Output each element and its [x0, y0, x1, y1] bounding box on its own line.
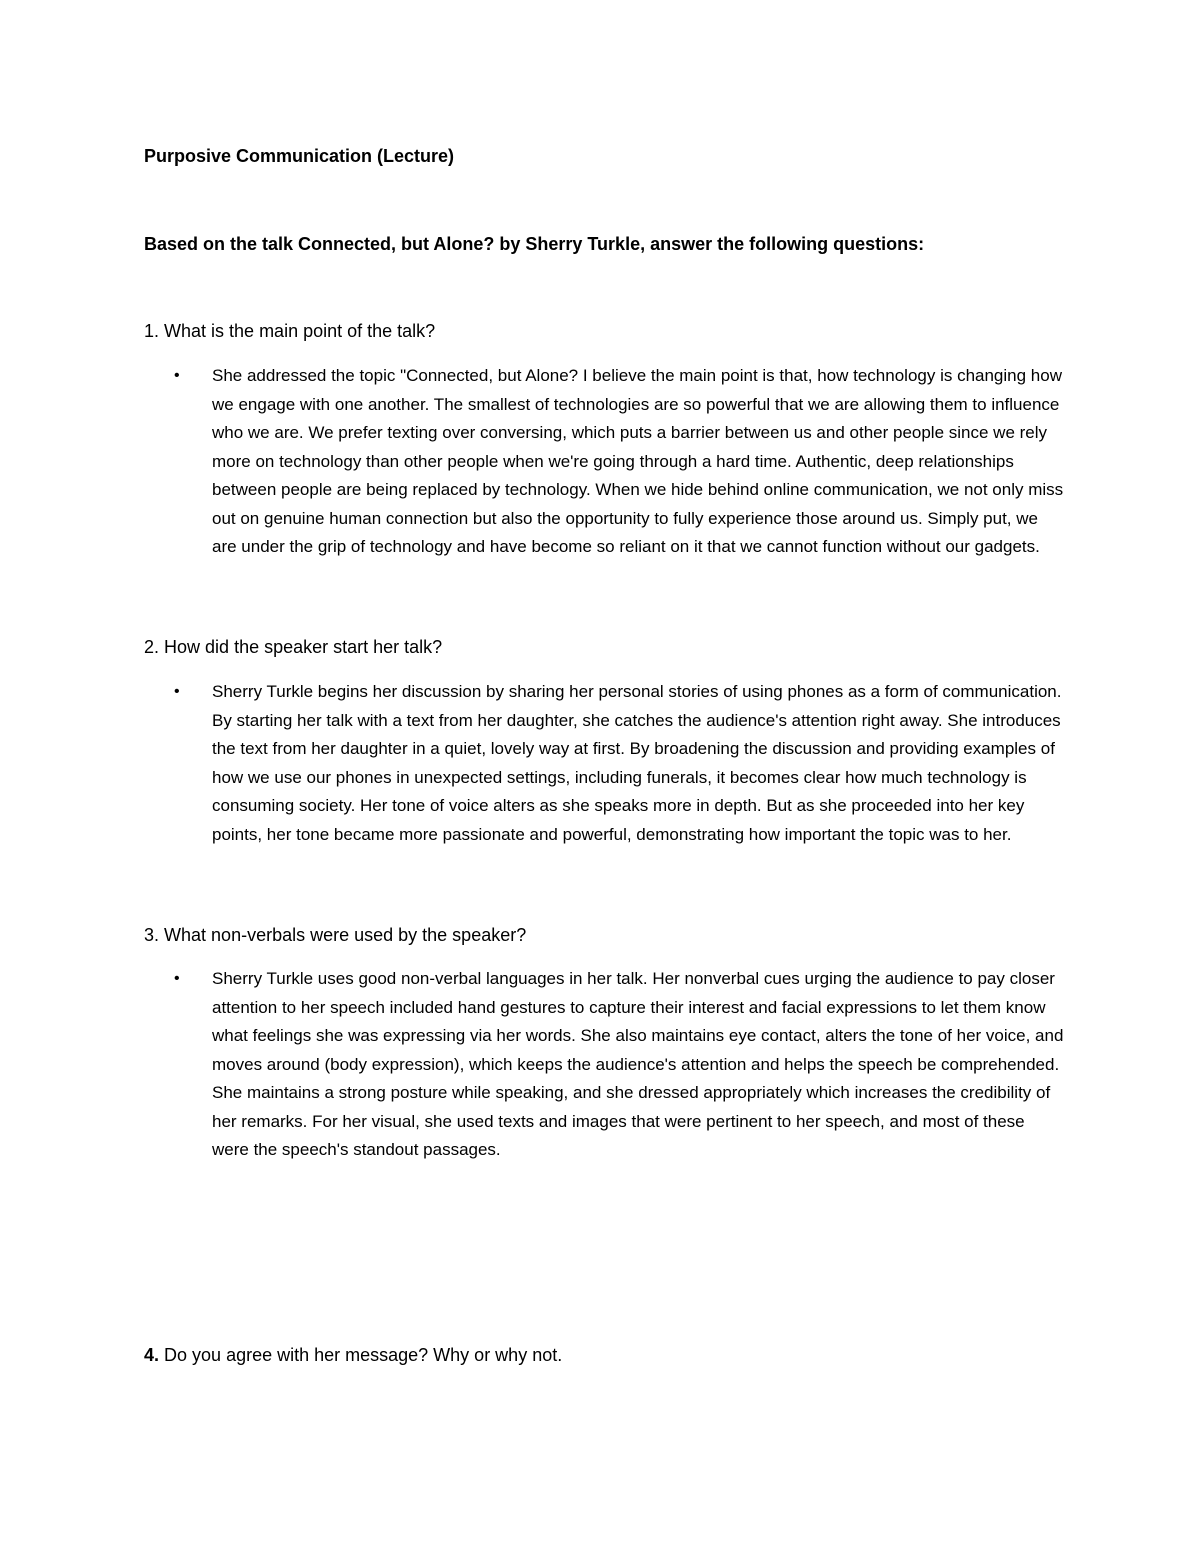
document-title: Purposive Communication (Lecture) [144, 146, 455, 166]
question-4-text: Do you agree with her message? Why or why not. [164, 1345, 563, 1365]
answer-3 [144, 965, 1064, 1165]
bullet-icon: • [174, 367, 180, 384]
question-3-text: What non-verbals were used by the speaker? [164, 925, 527, 945]
answer-1-text: She addressed the topic "Connected, but Alone? I believe the main point is that, how technology is changing how we engage with one another. The smallest of technologies are so powerful that we are allowing them to influence who we are. We prefer texting over conversing, which puts a barrier between us and other people since we rely more on technology than other people when we're going through a hard time. Authentic, deep relationships between people are being replaced by technology. When we hide behind online communication, we not only miss out on genuine human connection but also the opportunity to fully experience those around us. Simply put, we are under the grip of technology and have become so reliant on it that we cannot function without our gadgets. [212, 366, 1064, 556]
question-2-text: How did the speaker start her talk? [164, 637, 443, 657]
question-4 [144, 1342, 562, 1368]
question-2 [144, 634, 442, 660]
question-1-text: What is the main point of the talk? [164, 321, 436, 341]
instruction-heading: Based on the talk Connected, but Alone? by Sherry Turkle, answer the following questions: [144, 234, 925, 254]
question-1 [144, 318, 435, 344]
answer-2-text: Sherry Turkle begins her discussion by sharing her personal stories of using phones as a form of communication. By starting her talk with a text from her daughter, she catches the audience's attention right away. She introduces the text from her daughter in a quiet, lovely way at first. By broadening the discussion and providing examples of how we use our phones in unexpected settings, including funerals, it becomes clear how much technology is consuming society. Her tone of voice alters as she speaks more in depth. But as she proceeded into her key points, her tone became more passionate and powerful, demonstrating how important the topic was to her. [212, 682, 1062, 844]
question-2-number: 2. [144, 637, 160, 657]
bullet-icon: • [174, 683, 180, 700]
question-1-number: 1. [144, 321, 160, 341]
question-3-number: 3. [144, 925, 160, 945]
bullet-icon: • [174, 970, 180, 987]
question-4-number: 4. [144, 1345, 160, 1365]
answer-2 [144, 678, 1064, 849]
answer-1 [144, 362, 1064, 562]
question-3 [144, 922, 526, 948]
answer-3-text: Sherry Turkle uses good non-verbal languages in her talk. Her nonverbal cues urging the audience to pay closer attention to her speech included hand gestures to capture their interest and facial expressions to let them know what feelings she was expressing via her words. She also maintains eye contact, alters the tone of her voice, and moves around (body expression), which keeps the audience's attention and helps the speech be comprehended. She maintains a strong posture while speaking, and she dressed appropriately which increases the credibility of her remarks. For her visual, she used texts and images that were pertinent to her speech, and most of these were the speech's standout passages. [212, 969, 1064, 1159]
